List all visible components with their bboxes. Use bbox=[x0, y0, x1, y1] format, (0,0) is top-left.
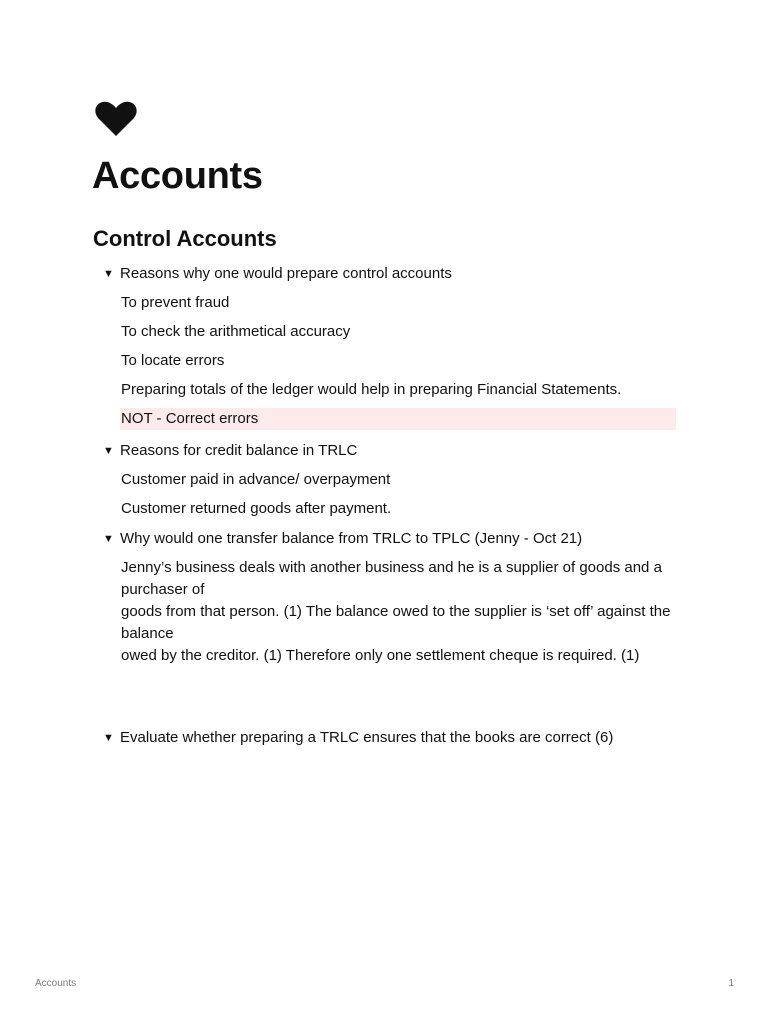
toggle-reasons-control-accounts bbox=[101, 263, 681, 430]
page-title: Accounts bbox=[92, 155, 263, 197]
section-heading-control-accounts: Control Accounts bbox=[93, 226, 277, 251]
toggle-children bbox=[101, 557, 681, 667]
toggle-transfer-balance bbox=[101, 528, 681, 667]
toggle-summary[interactable] bbox=[101, 263, 681, 285]
toggle-child-text: Preparing totals of the ledger would help in preparing Financial Statements. bbox=[121, 381, 622, 398]
heart-icon bbox=[94, 100, 138, 138]
toggle-summary[interactable] bbox=[101, 727, 681, 749]
toggle-child-text: Customer paid in advance/ overpayment bbox=[121, 471, 391, 488]
toggle-evaluate-trlc bbox=[101, 727, 681, 749]
toggle-child-paragraph bbox=[120, 557, 681, 667]
toggle-summary[interactable] bbox=[101, 528, 681, 550]
toggle-summary-label: Reasons why one would prepare control accounts bbox=[120, 265, 452, 282]
toggle-children bbox=[101, 292, 681, 430]
toggle-child-text: To prevent fraud bbox=[121, 294, 230, 311]
toggle-summary-label: Reasons for credit balance in TRLC bbox=[120, 442, 358, 459]
triangle-down-icon[interactable]: ▼ bbox=[103, 445, 114, 457]
triangle-down-icon[interactable]: ▼ bbox=[103, 268, 114, 280]
triangle-down-icon[interactable]: ▼ bbox=[103, 732, 114, 744]
highlighted-note: NOT - Correct errors bbox=[120, 408, 676, 430]
toggle-summary-label: Evaluate whether preparing a TRLC ensures that the books are correct (6) bbox=[120, 729, 614, 746]
footer-title: Accounts bbox=[35, 978, 77, 989]
triangle-down-icon[interactable]: ▼ bbox=[103, 533, 114, 545]
footer-page-number: 1 bbox=[728, 978, 734, 989]
paragraph-line: goods from that person. (1) The balance owed to the supplier is ‘set off’ against the balance bbox=[121, 603, 671, 642]
paragraph-line: Jenny’s business deals with another business and he is a supplier of goods and a purchaser of bbox=[121, 559, 662, 598]
toggle-summary-label: Why would one transfer balance from TRLC to TPLC (Jenny - Oct 21) bbox=[120, 530, 583, 547]
toggle-summary[interactable] bbox=[101, 440, 681, 462]
paragraph-line: owed by the creditor. (1) Therefore only one settlement cheque is required. (1) bbox=[121, 647, 640, 664]
toggle-child-text: To check the arithmetical accuracy bbox=[121, 323, 351, 340]
toggle-credit-balance-trlc bbox=[101, 440, 681, 520]
toggle-child-text: Customer returned goods after payment. bbox=[121, 500, 392, 517]
toggle-child-text: To locate errors bbox=[121, 352, 225, 369]
toggle-children bbox=[101, 469, 681, 520]
